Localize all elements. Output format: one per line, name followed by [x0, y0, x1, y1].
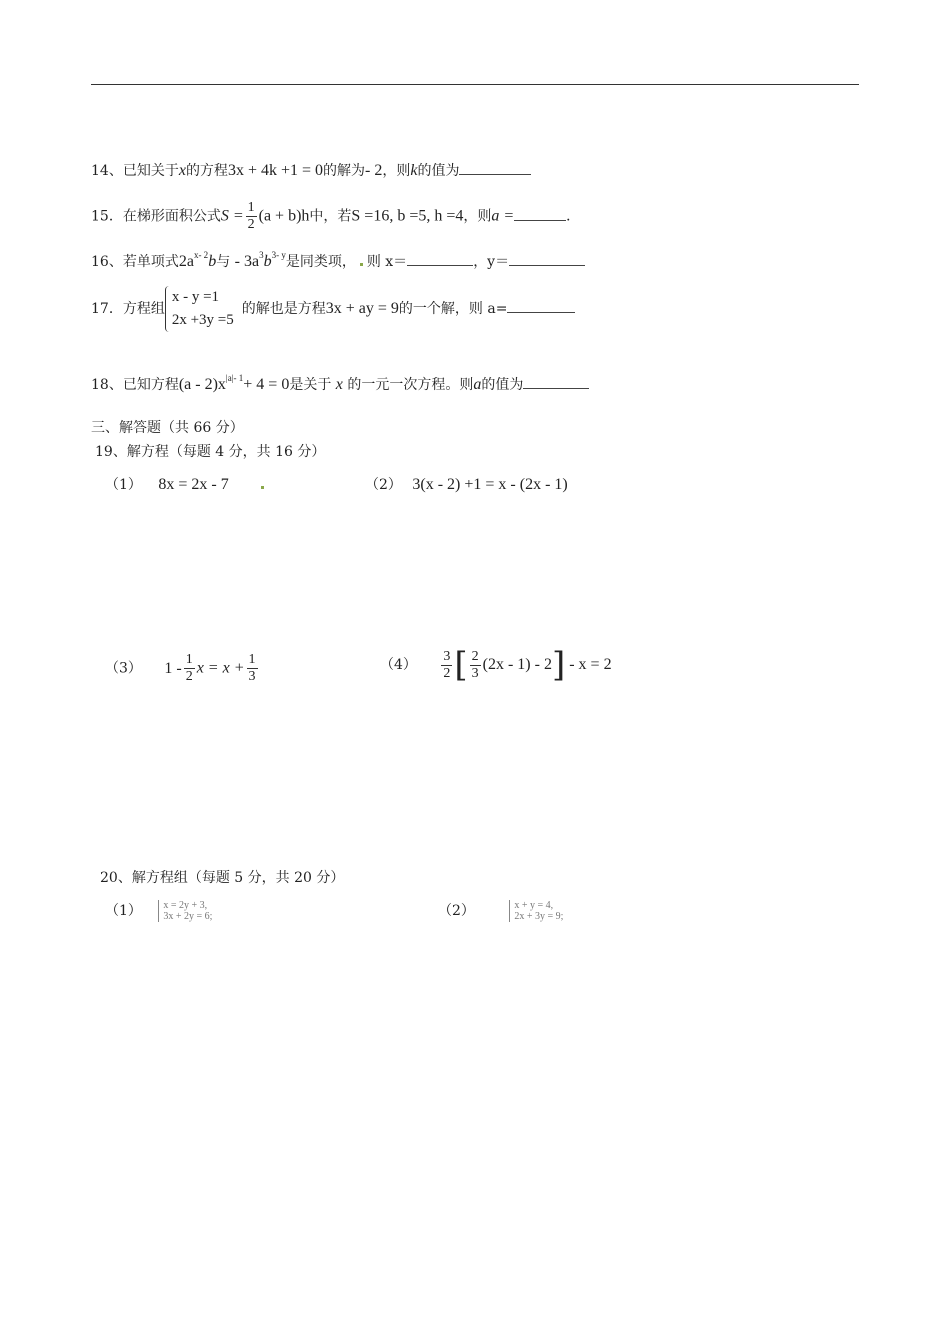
- q14-answer-blank[interactable]: [459, 160, 531, 175]
- header-rule: [91, 84, 859, 85]
- q15-answer-blank[interactable]: [514, 206, 566, 221]
- q16-number: 16、若单项式: [91, 254, 179, 270]
- q19-p3-f1-num: 1: [185, 652, 193, 667]
- q16-text-2: 是同类项，: [285, 254, 356, 270]
- q15-end: ．: [566, 208, 581, 225]
- question-16: [91, 245, 585, 272]
- left-bracket-icon: [: [454, 645, 468, 685]
- q14-text-3: ，则: [382, 163, 411, 179]
- q14-number: 14、已知关于: [91, 163, 179, 179]
- right-bracket-icon: ]: [551, 645, 566, 685]
- q17-answer-blank[interactable]: [507, 298, 575, 313]
- q19-p3-f2-num: 1: [248, 652, 256, 667]
- q16-term1-base: 2a: [178, 253, 194, 270]
- q19-p3-b: x = x +: [196, 659, 245, 677]
- q19-p3-f1-den: 2: [185, 669, 193, 684]
- q14-equation: 3x + 4k +1 = 0: [227, 162, 324, 179]
- q19-part-1: [105, 475, 268, 495]
- q20-p1-eq1: x = 2y + 3,: [163, 900, 208, 911]
- q19-p3-a: 1 -: [164, 659, 182, 677]
- q20-part-2: [438, 900, 563, 922]
- q18-text-3: 的值为: [481, 377, 524, 393]
- q16-x-blank[interactable]: [407, 251, 473, 266]
- q19-p4-f1-num: 3: [443, 648, 451, 664]
- q19-p3-label: （3）: [105, 660, 142, 677]
- section-3-heading: 三、解答题（共 66 分）: [91, 420, 244, 436]
- q15-text-2: ，则: [463, 208, 492, 225]
- q19-p4-f2-num: 2: [471, 648, 479, 664]
- question-20-title: 20、解方程组（每题 5 分，共 20 分）: [100, 870, 345, 886]
- q18-var-a: a: [473, 376, 482, 393]
- q18-eq-base: (a - 2)x: [178, 376, 226, 393]
- q19-p4-label: （4）: [380, 657, 417, 673]
- q14-text-4: 的值为: [417, 163, 460, 179]
- q15-formula-rhs: (a + b)h: [258, 207, 310, 225]
- q19-p1-equation: 8x = 2x - 7: [158, 476, 229, 493]
- q19-p2-equation: 3(x - 2) +1 = x - (2x - 1): [412, 476, 568, 493]
- q16-text: 与: [216, 254, 231, 270]
- q17-text-2: 的一个解，则 a=: [398, 301, 508, 317]
- q19-p4-f2-den: 3: [471, 665, 479, 681]
- q14-var-x: x: [178, 162, 186, 179]
- q17-number: 17．方程组: [91, 301, 165, 317]
- q16-term1-exp: x- 2: [193, 250, 209, 260]
- q15-frac-den: 2: [247, 217, 255, 232]
- q19-p4-f1-den: 2: [443, 665, 451, 681]
- q15-frac-num: 1: [247, 200, 255, 215]
- q16-term2-b: b: [263, 253, 272, 270]
- q20-p2-system: [509, 900, 563, 922]
- q20-p1-eq2: 3x + 2y = 6;: [163, 911, 213, 922]
- q20-p1-system: [158, 900, 212, 922]
- q16-term2-exp2: 3- y: [271, 250, 286, 260]
- question-19-title: 19、解方程（每题 4 分，共 16 分）: [95, 444, 326, 460]
- q18-text-2: 的一元一次方程。则: [347, 377, 474, 393]
- q16-text-4: ，y＝: [473, 254, 510, 270]
- q14-var-k: k: [410, 162, 418, 179]
- q15-formula-lhs: S =: [220, 207, 244, 225]
- q16-text-3: 则 x＝: [366, 254, 408, 270]
- q18-eq-exp: |a|- 1: [225, 373, 244, 383]
- q17-eq1: x - y =1: [171, 289, 220, 305]
- q18-answer-blank[interactable]: [523, 374, 589, 389]
- q20-part-1: [105, 900, 212, 922]
- q14-text: 的方程: [185, 163, 228, 179]
- q17-text: 的解也是方程: [241, 301, 326, 317]
- stray-dot-mark: [261, 486, 264, 489]
- q15-text: 中，若: [309, 208, 352, 225]
- q19-p3-fraction-1: [184, 652, 195, 685]
- q19-p4-fraction-2: [470, 649, 481, 682]
- q20-p2-eq2: 2x + 3y = 9;: [514, 911, 564, 922]
- q15-values: S =16, b =5, h =4: [351, 207, 464, 225]
- question-18: [91, 368, 589, 395]
- q15-var-a: a =: [491, 207, 515, 225]
- q19-part-4: [380, 645, 612, 685]
- q20-p2-eq1: x + y = 4,: [514, 900, 554, 911]
- q16-term2-exp1: 3: [259, 250, 264, 260]
- q20-p2-label: （2）: [438, 903, 475, 919]
- q16-term1-tail: b: [208, 253, 217, 270]
- q15-number: 15．在梯形面积公式: [91, 208, 221, 225]
- q19-part-3: [105, 652, 260, 685]
- q19-p1-label: （1）: [105, 477, 142, 493]
- q16-term2-coef: - 3a: [234, 253, 260, 270]
- q18-var-x: x: [335, 376, 343, 393]
- q14-text-2: 的解为: [323, 163, 366, 179]
- q15-fraction: [246, 200, 257, 233]
- q20-p1-label: （1）: [105, 903, 142, 919]
- q19-p4-inner: (2x - 1) - 2: [482, 656, 552, 673]
- q19-p4-tail: - x = 2: [569, 656, 612, 673]
- q17-system: [165, 286, 234, 332]
- q18-eq-tail: + 4 = 0: [243, 376, 290, 393]
- question-17: [91, 286, 575, 332]
- q19-p3-fraction-2: [247, 652, 258, 685]
- q19-p3-f2-den: 3: [248, 669, 256, 684]
- q17-equation: 3x + ay = 9: [325, 300, 399, 317]
- q18-number: 18、已知方程: [91, 377, 179, 393]
- q14-solution: - 2: [365, 162, 383, 179]
- q19-p4-fraction-1: [441, 649, 452, 682]
- stray-dot-mark: [360, 263, 363, 266]
- question-15: [91, 200, 580, 233]
- q19-part-2: [365, 475, 568, 495]
- q16-y-blank[interactable]: [509, 251, 585, 266]
- q18-text: 是关于: [289, 377, 332, 393]
- q17-eq2: 2x +3y =5: [171, 312, 234, 328]
- q19-p2-label: （2）: [365, 477, 402, 493]
- question-14: [91, 160, 531, 181]
